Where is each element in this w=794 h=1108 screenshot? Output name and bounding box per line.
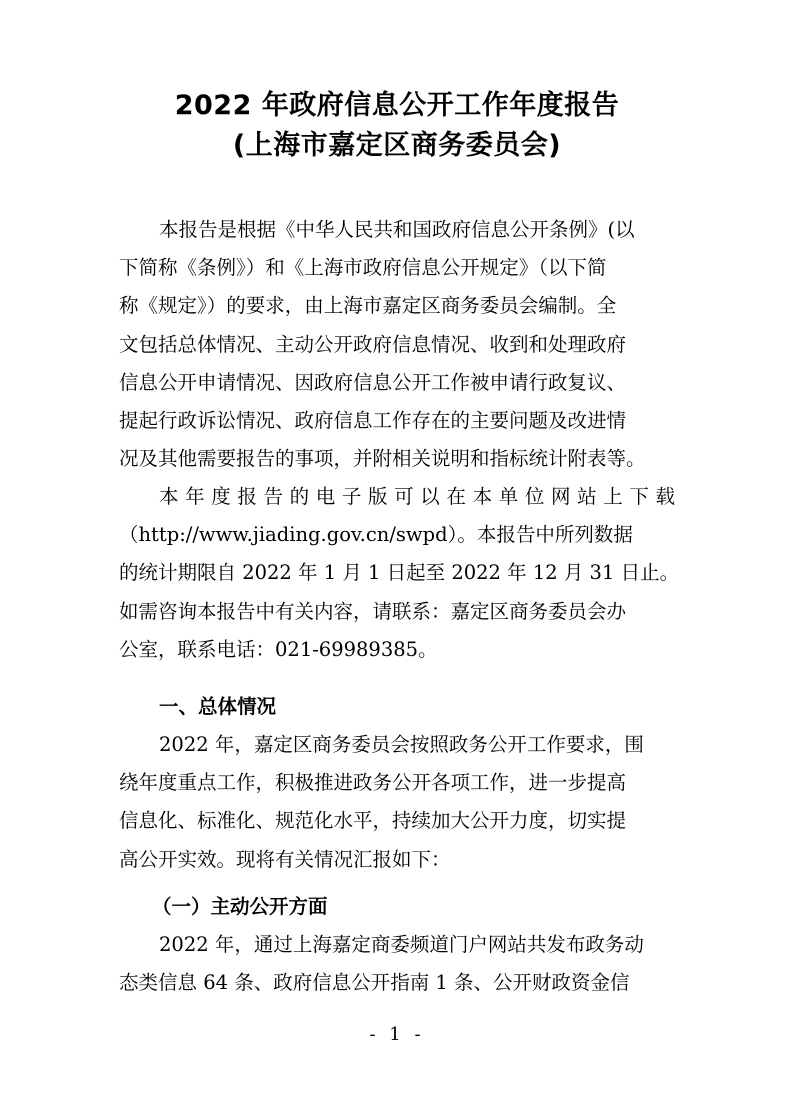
paragraph-line: 公室，联系电话：021-69989385。 bbox=[119, 637, 438, 661]
paragraph-line: 的统计期限自 2022 年 1 月 1 日起至 2022 年 12 月 31 日止。 bbox=[119, 561, 680, 585]
paragraph-line: 本报告是根据《中华人民共和国政府信息公开条例》(以 bbox=[159, 218, 635, 241]
paragraph-line: 如需咨询本报告中有关内容，请联系：嘉定区商务委员会办 bbox=[119, 599, 627, 623]
paragraph-line: 绕年度重点工作，积极推进政务公开各项工作，进一步提高 bbox=[119, 771, 627, 795]
paragraph-line: 2022 年，嘉定区商务委员会按照政务公开工作要求，围 bbox=[159, 733, 644, 756]
paragraph-line: 态类信息 64 条、政府信息公开指南 1 条、公开财政资金信 bbox=[119, 971, 630, 995]
subsection-heading: （一）主动公开方面 bbox=[152, 895, 328, 918]
paragraph-line: （http://www.jiading.gov.cn/swpd）。本报告中所列数据 bbox=[119, 523, 633, 547]
document-title-line2: (上海市嘉定区商务委员会) bbox=[232, 130, 562, 161]
paragraph-line: 信息化、标准化、规范化水平，持续加大公开力度，切实提 bbox=[119, 809, 627, 833]
paragraph-line: 提起行政诉讼情况、政府信息工作存在的主要问题及改进情 bbox=[119, 408, 627, 432]
intro-paragraph bbox=[119, 211, 675, 478]
paragraph-line: 信息公开申请情况、因政府信息公开工作被申请行政复议、 bbox=[119, 370, 627, 394]
section-heading: 一、总体情况 bbox=[159, 695, 277, 718]
paragraph-line: 高公开实效。现将有关情况汇报如下： bbox=[119, 847, 451, 871]
paragraph-line: 文包括总体情况、主动公开政府信息情况、收到和处理政府 bbox=[119, 332, 627, 356]
section1-paragraph bbox=[119, 726, 675, 879]
paragraph-line: 本年度报告的电子版可以在本单位网站上下载 bbox=[159, 485, 675, 508]
page-number: - 1 - bbox=[369, 1024, 425, 1045]
download-paragraph bbox=[119, 478, 680, 669]
paragraph-line: 下简称《条例》）和《上海市政府信息公开规定》（以下简 bbox=[119, 256, 607, 280]
document-title-line1: 2022 年政府信息公开工作年度报告 bbox=[174, 90, 620, 121]
paragraph-line: 2022 年，通过上海嘉定商委频道门户网站共发布政务动 bbox=[159, 933, 644, 956]
paragraph-line: 称《规定》）的要求，由上海市嘉定区商务委员会编制。全 bbox=[119, 294, 617, 318]
subsection1-paragraph bbox=[119, 926, 675, 1002]
paragraph-line: 况及其他需要报告的事项，并附相关说明和指标统计附表等。 bbox=[119, 447, 646, 471]
